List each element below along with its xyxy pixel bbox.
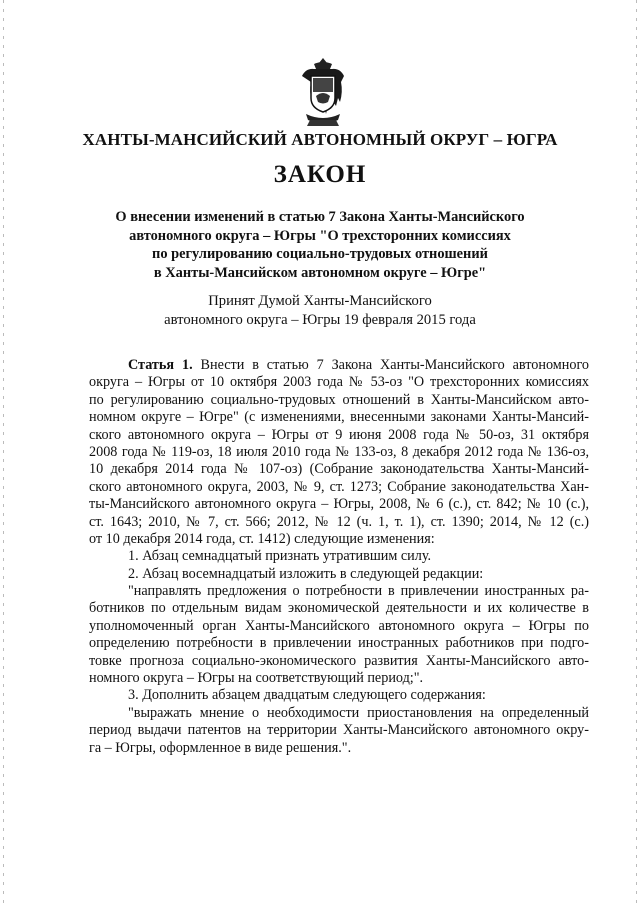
article-first-line bbox=[89, 357, 589, 374]
coat-of-arms-icon bbox=[296, 56, 350, 128]
amendment-item-3: 3. Дополнить абзацем двадцатым следующего содержания: bbox=[128, 687, 486, 704]
article-line: номном округе – Югре" (с изменениями, внесенными законами Ханты-Мансий- bbox=[89, 409, 589, 426]
quote-line: "направлять предложения о потребности в привлечении иностранных ра- bbox=[128, 583, 589, 600]
adoption-line: Принят Думой Ханты-Мансийского bbox=[208, 293, 432, 309]
adoption-line: автономного округа – Югры 19 февраля 2015 года bbox=[164, 312, 476, 328]
document-type-heading: ЗАКОН bbox=[273, 161, 367, 188]
amendment-item-1: 1. Абзац семнадцатый признать утратившим силу. bbox=[128, 548, 432, 565]
article-line: ст. 1643; 2010, № 7, ст. 566; 2012, № 12 (ч. 1, т. 1), ст. 1390; 2014, № 12 (с.) bbox=[89, 513, 589, 530]
article-label: Статья 1. bbox=[128, 357, 193, 373]
region-heading: ХАНТЫ-МАНСИЙСКИЙ АВТОНОМНЫЙ ОКРУГ – ЮГРА bbox=[82, 130, 558, 149]
quote-line: уполномоченный орган Ханты-Мансийского автономного округа – Югры по bbox=[89, 617, 589, 634]
quote-line: период выдачи патентов на территории Ханты-Мансийского автономного окру- bbox=[89, 722, 589, 739]
law-title-line: О внесении изменений в статью 7 Закона Ханты-Мансийского bbox=[115, 209, 525, 225]
law-title bbox=[80, 208, 560, 282]
amendment-item-2: 2. Абзац восемнадцатый изложить в следующей редакции: bbox=[128, 565, 484, 582]
adoption-note bbox=[80, 292, 560, 330]
article-line: ты-Мансийского автономного округа – Югры, 2008, № 6 (с.), ст. 842; № 10 (с.), bbox=[89, 496, 589, 513]
law-title-line: по регулированию социально-трудовых отношений bbox=[152, 246, 488, 263]
article-line: от 10 декабря 2014 года, ст. 1412) следующие изменения: bbox=[89, 530, 435, 547]
article-body bbox=[89, 357, 589, 757]
quote-line: га – Югры, оформленное в виде решения.". bbox=[89, 739, 352, 756]
article-line: по регулированию социально-трудовых отношений в Ханты-Мансийском авто- bbox=[89, 391, 589, 408]
quote-line: номного округа – Югры на соответствующий период;". bbox=[89, 670, 424, 687]
article-line: ского автономного округа – Югры от 9 июня 2008 года № 50-оз, 31 октября bbox=[89, 426, 589, 443]
article-first-line-text: Внести в статью 7 Закона Ханты-Мансийского автономного bbox=[192, 357, 590, 373]
article-line: 2008 года № 119-оз, 18 июля 2010 года № 133-оз, 8 декабря 2012 года № 136-оз, bbox=[89, 443, 589, 460]
article-line: 10 декабря 2014 года № 107-оз) (Собрание законодательства Ханты-Мансий- bbox=[89, 461, 589, 478]
quote-line: определению потребности в привлечении иностранных работников при подго- bbox=[89, 635, 589, 652]
law-title-line: автономного округа – Югры "О трехсторонних комиссиях bbox=[129, 227, 511, 244]
quote-line: "выражать мнение о необходимости приостановления на определенный bbox=[128, 704, 589, 721]
quote-line: товке прогноза социально-экономического развития Ханты-Мансийского авто- bbox=[89, 652, 589, 669]
article-line: округа – Югры от 10 октября 2003 года № 53-оз "О трехсторонних комиссиях bbox=[89, 374, 589, 391]
quote-line: ботников по отдельным видам экономической деятельности и их количестве в bbox=[89, 600, 589, 617]
article-line: ского автономного округа, 2003, № 9, ст. 1273; Собрание законодательства Хан- bbox=[89, 478, 589, 495]
law-title-line: в Ханты-Мансийском автономном округе – Югре" bbox=[153, 264, 487, 281]
